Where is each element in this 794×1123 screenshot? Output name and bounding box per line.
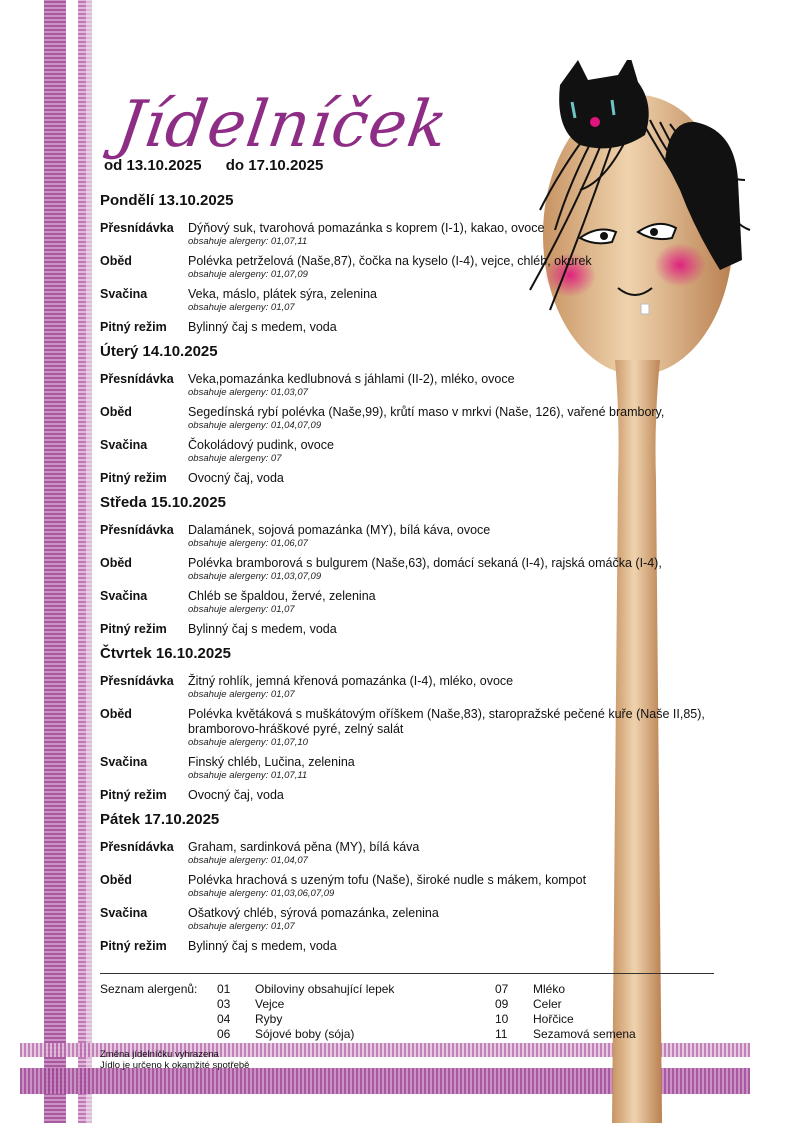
meal-allergens: obsahuje alergeny: 01,04,07 xyxy=(188,855,308,866)
meal-row xyxy=(100,221,720,236)
day-section xyxy=(100,645,720,803)
allergen-list-heading: Seznam alergenů: xyxy=(100,982,198,996)
meal-description: Polévka hrachová s uzeným tofu (Naše), široké nudle s mákem, kompot xyxy=(188,873,587,887)
vertical-stripe-left xyxy=(44,0,66,1123)
drink-row xyxy=(100,788,720,803)
allergen-item xyxy=(217,1012,394,1027)
allergen-name: Hořčice xyxy=(533,1012,574,1026)
meal-row xyxy=(100,254,720,269)
meal-row xyxy=(100,873,720,888)
divider-line xyxy=(100,973,714,974)
meal-label: Přesnídávka xyxy=(100,221,174,235)
allergen-item xyxy=(495,982,636,997)
note-immediate-consumption: Jídlo je určeno k okamžité spotřebě xyxy=(100,1060,250,1071)
day-title: Pondělí 13.10.2025 xyxy=(100,192,234,209)
meal-label: Přesnídávka xyxy=(100,523,174,537)
meal-allergens: obsahuje alergeny: 01,04,07,09 xyxy=(188,420,322,431)
meal-allergens: obsahuje alergeny: 01,07 xyxy=(188,689,295,700)
day-section xyxy=(100,494,720,637)
vertical-stripe-highlight xyxy=(86,0,92,1123)
day-title: Pátek 17.10.2025 xyxy=(100,811,220,828)
meal-description: Chléb se špaldou, žervé, zelenina xyxy=(188,589,376,603)
meal-label: Oběd xyxy=(100,707,132,721)
meal-allergens: obsahuje alergeny: 07 xyxy=(188,453,282,464)
meal-description: Žitný rohlík, jemná křenová pomazánka (I-4), mléko, ovoce xyxy=(188,674,514,688)
meal-allergens: obsahuje alergeny: 01,07 xyxy=(188,302,295,313)
date-to: do 17.10.2025 xyxy=(225,157,324,174)
meal-label: Svačina xyxy=(100,438,148,452)
allergen-name: Sójové boby (sója) xyxy=(255,1027,355,1041)
day-section xyxy=(100,192,720,335)
allergen-code: 11 xyxy=(495,1027,508,1041)
allergen-item xyxy=(495,1027,636,1042)
meal-row xyxy=(100,287,720,302)
meal-allergens: obsahuje alergeny: 01,07,09 xyxy=(188,269,308,280)
meal-row xyxy=(100,840,720,855)
allergen-item xyxy=(217,997,394,1012)
meal-description: Ošatkový chléb, sýrová pomazánka, zelenina xyxy=(188,906,439,920)
allergen-column-left xyxy=(217,982,394,1042)
meal-label: Přesnídávka xyxy=(100,840,174,854)
meal-description: Čokoládový pudink, ovoce xyxy=(188,438,334,452)
day-section xyxy=(100,343,720,486)
allergen-name: Obiloviny obsahující lepek xyxy=(255,982,395,996)
meal-allergens: obsahuje alergeny: 01,07,11 xyxy=(188,236,308,247)
meal-description: Graham, sardinková pěna (MY), bílá káva xyxy=(188,840,420,854)
meal-allergens: obsahuje alergeny: 01,07 xyxy=(188,604,295,615)
day-section xyxy=(100,811,720,954)
drink-description: Bylinný čaj s medem, voda xyxy=(188,939,337,953)
meal-allergens: obsahuje alergeny: 01,03,06,07,09 xyxy=(188,888,335,899)
meal-row xyxy=(100,523,720,538)
meal-label: Svačina xyxy=(100,287,148,301)
meal-label: Svačina xyxy=(100,906,148,920)
drink-label: Pitný režim xyxy=(100,622,167,636)
note-menu-change: Změna jídelníčku vyhrazena xyxy=(100,1049,219,1060)
drink-row xyxy=(100,320,720,335)
meal-description: Veka, máslo, plátek sýra, zelenina xyxy=(188,287,377,301)
allergen-name: Ryby xyxy=(255,1012,283,1026)
date-range xyxy=(104,157,323,174)
drink-description: Ovocný čaj, voda xyxy=(188,788,284,802)
meal-description: Dýňový suk, tvarohová pomazánka s koprem (I-1), kakao, ovoce xyxy=(188,221,545,235)
allergen-code: 04 xyxy=(217,1012,231,1026)
meal-label: Přesnídávka xyxy=(100,372,174,386)
allergen-name: Sezamová semena xyxy=(533,1027,636,1041)
allergen-column-right xyxy=(495,982,636,1042)
allergen-code: 10 xyxy=(495,1012,509,1026)
meal-row xyxy=(100,906,720,921)
allergen-name: Mléko xyxy=(533,982,566,996)
meal-label: Přesnídávka xyxy=(100,674,174,688)
footer-notes xyxy=(100,1049,249,1071)
meal-label: Oběd xyxy=(100,873,132,887)
meal-label: Oběd xyxy=(100,405,132,419)
day-title: Čtvrtek 16.10.2025 xyxy=(100,645,231,662)
meal-description: Segedínská rybí polévka (Naše,99), krůtí maso v mrkvi (Naše, 126), vařené brambory, xyxy=(188,405,665,419)
meal-row xyxy=(100,405,720,420)
meal-label: Svačina xyxy=(100,589,148,603)
meal-label: Oběd xyxy=(100,254,132,268)
drink-description: Bylinný čaj s medem, voda xyxy=(188,622,337,636)
drink-description: Ovocný čaj, voda xyxy=(188,471,284,485)
drink-label: Pitný režim xyxy=(100,471,167,485)
meal-allergens: obsahuje alergeny: 01,07,10 xyxy=(188,737,308,748)
drink-label: Pitný režim xyxy=(100,788,167,802)
allergen-item xyxy=(495,997,636,1012)
allergen-code: 01 xyxy=(217,982,231,996)
meal-label: Svačina xyxy=(100,755,148,769)
allergen-name: Celer xyxy=(533,997,562,1011)
allergen-code: 03 xyxy=(217,997,231,1011)
meal-row xyxy=(100,589,720,604)
page-title: Jídelníček xyxy=(112,88,453,162)
drink-row xyxy=(100,471,720,486)
date-from: od 13.10.2025 xyxy=(104,157,202,174)
drink-label: Pitný režim xyxy=(100,939,167,953)
meal-description: Polévka petrželová (Naše,87), čočka na kyselo (I-4), vejce, chléb, okurek xyxy=(188,254,592,268)
meal-description: Finský chléb, Lučina, zelenina xyxy=(188,755,355,769)
allergen-name: Vejce xyxy=(255,997,285,1011)
allergen-code: 06 xyxy=(217,1027,231,1041)
meal-allergens: obsahuje alergeny: 01,03,07,09 xyxy=(188,571,322,582)
meal-description: Polévka květáková s muškátovým oříškem (Naše,83), staropražské pečené kuře (Naše II,85), bramborovo-hráškové pyré, zelný salát xyxy=(188,707,705,736)
meal-description: Dalamánek, sojová pomazánka (MY), bílá káva, ovoce xyxy=(188,523,491,537)
day-title: Středa 15.10.2025 xyxy=(100,494,226,511)
allergen-item xyxy=(217,1027,394,1042)
meal-label: Oběd xyxy=(100,556,132,570)
meal-row xyxy=(100,556,720,571)
allergen-code: 07 xyxy=(495,982,509,996)
allergen-item xyxy=(495,1012,636,1027)
meal-allergens: obsahuje alergeny: 01,03,07 xyxy=(188,387,308,398)
allergen-item xyxy=(217,982,394,997)
meal-allergens: obsahuje alergeny: 01,06,07 xyxy=(188,538,308,549)
meal-description: Polévka bramborová s bulgurem (Naše,63), domácí sekaná (I-4), rajská omáčka (I-4), xyxy=(188,556,662,570)
meal-allergens: obsahuje alergeny: 01,07,11 xyxy=(188,770,308,781)
weekly-menu xyxy=(100,192,720,962)
drink-row xyxy=(100,622,720,637)
meal-allergens: obsahuje alergeny: 01,07 xyxy=(188,921,295,932)
meal-row xyxy=(100,674,720,689)
meal-row xyxy=(100,707,720,737)
drink-label: Pitný režim xyxy=(100,320,167,334)
meal-row xyxy=(100,755,720,770)
meal-row xyxy=(100,438,720,453)
day-title: Úterý 14.10.2025 xyxy=(100,343,218,360)
allergen-code: 09 xyxy=(495,997,509,1011)
meal-description: Veka,pomazánka kedlubnová s jáhlami (II-2), mléko, ovoce xyxy=(188,372,515,386)
meal-row xyxy=(100,372,720,387)
drink-row xyxy=(100,939,720,954)
drink-description: Bylinný čaj s medem, voda xyxy=(188,320,337,334)
